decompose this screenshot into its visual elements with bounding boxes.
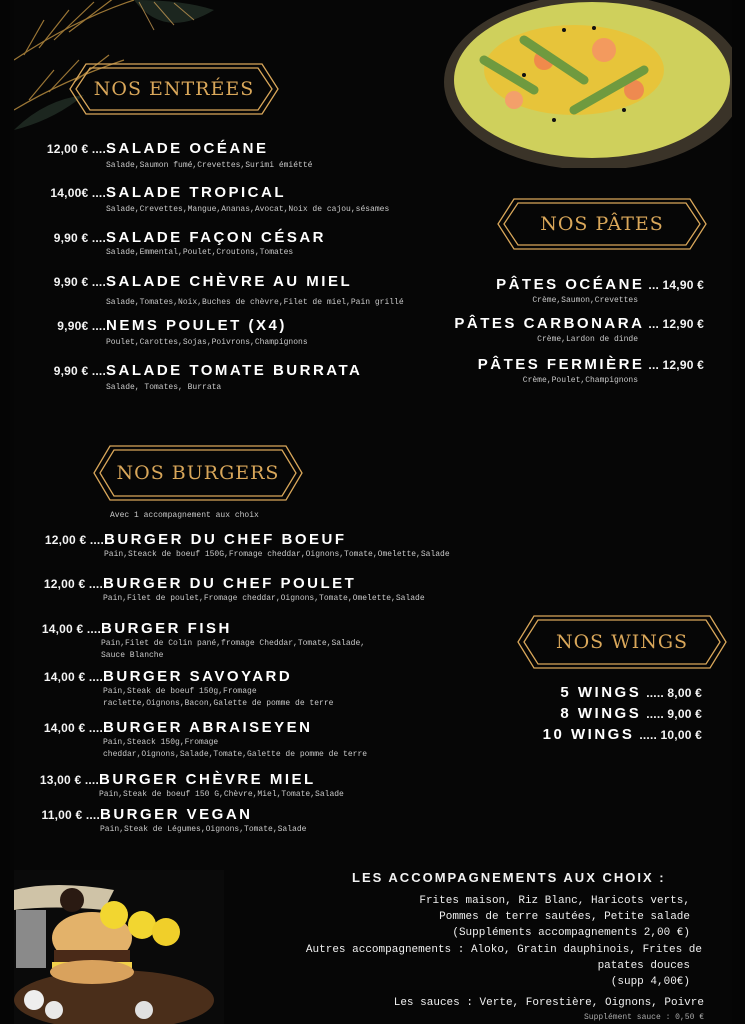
burger-desc-line2: cheddar,Oignons,Salade,Tomate,Galette de pomme de terre — [103, 750, 368, 759]
burger-desc: Pain,Steack 150g,Fromage — [103, 738, 219, 747]
burger-name: BURGER ABRAISEYEN — [103, 719, 313, 736]
supplement-sauce: Supplément sauce : 0,50 € — [583, 1013, 704, 1022]
pates-price: ... 14,90 € — [648, 278, 704, 292]
burger-price: 12,00 € .... — [44, 533, 104, 547]
entree-item — [14, 317, 454, 347]
entree-price: 14,00€ .... — [50, 186, 106, 200]
entree-row — [14, 362, 454, 379]
entrees-title: NOS ENTRÉES — [93, 78, 255, 100]
burger-name: BURGER DU CHEF BOEUF — [104, 531, 347, 548]
entree-item — [14, 273, 454, 307]
accomp-line: patates douces — [597, 960, 690, 972]
pates-desc: Crème,Saumon,Crevettes — [532, 296, 638, 305]
entree-row — [14, 184, 454, 201]
accompagnements-text — [419, 893, 690, 941]
burger-item — [14, 668, 514, 708]
accomp-line: (supp 4,00€) — [610, 976, 690, 988]
accomp-line: Pommes de terre sautées, Petite salade — [439, 911, 690, 923]
entree-desc: Salade,Tomates,Noix,Buches de chèvre,Filet de miel,Pain grillé — [106, 298, 404, 307]
autres-accompagnements — [306, 942, 702, 990]
wings-name: 10 WINGS — [542, 726, 635, 743]
burger-item — [14, 531, 514, 559]
wings-title: NOS WINGS — [555, 631, 689, 653]
entree-price: 12,00 € .... — [46, 142, 106, 156]
pates-item — [454, 315, 704, 346]
entree-desc: Salade,Saumon fumé,Crevettes,Surimi émiétté — [106, 161, 313, 170]
pates-title-frame — [494, 195, 710, 253]
wings-item — [543, 726, 702, 743]
salad-bowl-image — [424, 0, 732, 168]
burger-desc: Pain,Filet de Colin pané,fromage Cheddar,Tomate,Salade, — [101, 639, 366, 648]
wings-price: ..... 10,00 € — [639, 728, 702, 742]
burgers-subtitle: Avec 1 accompagnement aux choix — [110, 511, 259, 520]
burger-desc: Pain,Steack de boeuf 150G,Fromage cheddar,Oignons,Tomate,Omelette,Salade — [104, 550, 450, 559]
burger-item — [14, 575, 514, 603]
pates-name: PÂTES OCÉANE — [496, 276, 645, 293]
burger-plate-image — [14, 870, 224, 1024]
burger-name: BURGER DU CHEF POULET — [103, 575, 357, 592]
wings-title-frame — [514, 612, 730, 672]
wings-name: 5 WINGS — [560, 684, 642, 701]
entree-item — [14, 184, 454, 214]
burger-row — [14, 575, 514, 592]
entree-item — [14, 140, 454, 170]
burger-desc: Pain,Filet de poulet,Fromage cheddar,Oignons,Tomate,Omelette,Salade — [103, 594, 425, 603]
entree-name: SALADE OCÉANE — [106, 140, 269, 157]
pates-row — [496, 276, 704, 293]
burger-name: BURGER CHÈVRE MIEL — [99, 771, 316, 788]
entree-row — [14, 140, 454, 157]
pates-price: ... 12,90 € — [648, 317, 704, 331]
pates-desc: Crème,Lardon de dinde — [537, 335, 638, 344]
burger-price: 11,00 € .... — [41, 808, 100, 822]
entree-price: 9,90 € .... — [53, 275, 106, 289]
burger-name: BURGER SAVOYARD — [103, 668, 293, 685]
entree-row — [14, 273, 454, 290]
wings-item — [560, 684, 702, 701]
pates-row — [478, 356, 704, 373]
menu-page — [14, 0, 732, 1024]
entree-name: NEMS POULET (X4) — [106, 317, 287, 334]
entree-desc: Salade, Tomates, Burrata — [106, 383, 222, 392]
wings-item — [560, 705, 702, 722]
pates-title: NOS PÂTES — [540, 213, 664, 235]
burger-name: BURGER VEGAN — [100, 806, 253, 823]
pates-item — [496, 276, 704, 307]
entrees-title-frame — [66, 60, 282, 118]
entree-desc: Salade,Emmental,Poulet,Croutons,Tomates — [106, 248, 294, 257]
accomp-line: Autres accompagnements : Aloko, Gratin dauphinois, Frites de — [305, 944, 702, 956]
burger-item — [14, 620, 514, 660]
burger-row — [14, 620, 514, 637]
entree-row — [14, 229, 454, 246]
burger-row — [14, 771, 514, 788]
entree-name: SALADE TOMATE BURRATA — [106, 362, 363, 379]
pates-name: PÂTES CARBONARA — [454, 315, 645, 332]
pates-row — [454, 315, 704, 332]
pates-item — [478, 356, 704, 387]
wings-price: ..... 9,00 € — [646, 707, 702, 721]
sauces-line: Les sauces : Verte, Forestière, Oignons, Poivre — [393, 997, 704, 1009]
entree-name: SALADE FAÇON CÉSAR — [106, 229, 327, 246]
accomp-line: (Suppléments accompagnements 2,00 €) — [452, 927, 690, 939]
burger-price: 14,00 € .... — [43, 721, 103, 735]
accomp-line: Frites maison, Riz Blanc, Haricots verts, — [419, 895, 690, 907]
entree-name: SALADE TROPICAL — [106, 184, 286, 201]
burger-item — [14, 771, 514, 799]
pates-price: ... 12,90 € — [648, 358, 704, 372]
wings-price: ..... 8,00 € — [646, 686, 702, 700]
burger-item — [14, 719, 514, 759]
burger-desc: Pain,Steak de boeuf 150 G,Chèvre,Miel,Tomate,Salade — [99, 790, 344, 799]
burger-desc: Pain,Steak de Légumes,Oignons,Tomate,Salade — [100, 825, 307, 834]
pates-desc: Crème,Poulet,Champignons — [522, 376, 638, 385]
entree-price: 9,90 € .... — [53, 364, 106, 378]
entree-name: SALADE CHÈVRE AU MIEL — [106, 273, 353, 290]
entree-item — [14, 229, 454, 257]
burgers-title-frame — [90, 442, 306, 504]
entree-desc: Poulet,Carottes,Sojas,Poivrons,Champignons — [106, 338, 308, 347]
burger-desc: Pain,Steak de boeuf 150g,Fromage — [103, 687, 257, 696]
burger-row — [14, 719, 514, 736]
entree-item — [14, 362, 454, 392]
burger-row — [14, 806, 514, 823]
burger-desc-line2: raclette,Oignons,Bacon,Galette de pomme de terre — [103, 699, 334, 708]
burger-item — [14, 806, 514, 834]
burger-row — [14, 531, 514, 548]
wings-name: 8 WINGS — [560, 705, 642, 722]
entree-desc: Salade,Crevettes,Mangue,Ananas,Avocat,Noix de cajou,sésames — [106, 205, 390, 214]
accompagnements-title: LES ACCOMPAGNEMENTS AUX CHOIX : — [352, 870, 666, 885]
burger-price: 14,00 € .... — [41, 622, 101, 636]
pates-name: PÂTES FERMIÈRE — [477, 356, 645, 373]
entree-price: 9,90€ .... — [57, 319, 106, 333]
burger-price: 14,00 € .... — [43, 670, 103, 684]
burger-row — [14, 668, 514, 685]
burger-name: BURGER FISH — [101, 620, 232, 637]
entree-row — [14, 317, 454, 334]
burger-desc-line2: Sauce Blanche — [101, 651, 164, 660]
entree-price: 9,90 € .... — [53, 231, 106, 245]
burgers-title: NOS BURGERS — [116, 462, 280, 484]
burger-price: 13,00 € .... — [39, 773, 99, 787]
burger-price: 12,00 € .... — [43, 577, 103, 591]
